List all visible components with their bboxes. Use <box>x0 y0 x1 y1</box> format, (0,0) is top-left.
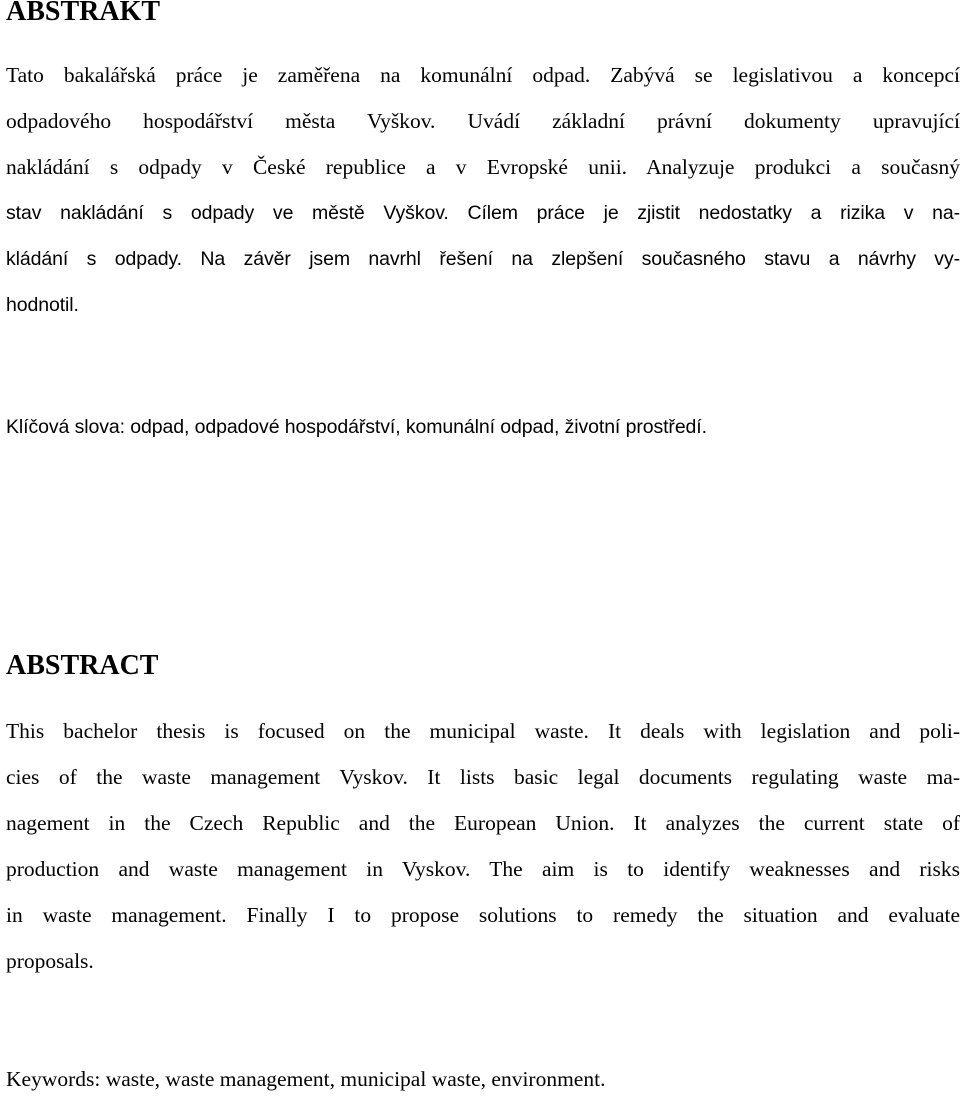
abstract-heading-english: ABSTRACT <box>6 650 159 681</box>
abstract-czech-line: hodnotil. <box>6 294 79 316</box>
abstract-paragraph-english <box>6 708 960 984</box>
abstract-heading-czech: ABSTRAKT <box>6 0 161 27</box>
abstract-czech-line: stav nakládání s odpady ve městě Vyškov. Cílem práce je zjistit nedostatky a rizika v na- <box>6 202 960 224</box>
keywords-english-text: Keywords: waste, waste management, municipal waste, environment. <box>6 1067 606 1091</box>
abstract-czech-line: nakládání s odpady v České republice a v Evropské unii. Analyzuje produkci a současný <box>6 155 960 179</box>
keywords-czech <box>6 404 960 450</box>
abstract-english-line: nagement in the Czech Republic and the European Union. It analyzes the current state of <box>6 811 960 835</box>
abstract-czech-line: odpadového hospodářství města Vyškov. Uvádí základní právní dokumenty upravující <box>6 109 960 133</box>
keywords-english <box>6 1056 960 1102</box>
abstract-english-line: cies of the waste management Vyskov. It lists basic legal documents regulating waste ma- <box>6 765 960 789</box>
abstract-english-line: This bachelor thesis is focused on the municipal waste. It deals with legislation and poli- <box>6 719 960 743</box>
abstract-paragraph-czech <box>6 52 960 328</box>
abstract-czech-line: kládání s odpady. Na závěr jsem navrhl řešení na zlepšení současného stavu a návrhy vy- <box>6 248 960 270</box>
abstract-english-line: production and waste management in Vyskov. The aim is to identify weaknesses and risks <box>6 857 960 881</box>
abstract-english-line: proposals. <box>6 949 94 973</box>
abstract-english-line: in waste management. Finally I to propose solutions to remedy the situation and evaluate <box>6 903 960 927</box>
keywords-czech-text: Klíčová slova: odpad, odpadové hospodářství, komunální odpad, životní prostředí. <box>6 416 707 438</box>
abstract-czech-line: Tato bakalářská práce je zaměřena na komunální odpad. Zabývá se legislativou a koncepcí <box>6 63 960 87</box>
